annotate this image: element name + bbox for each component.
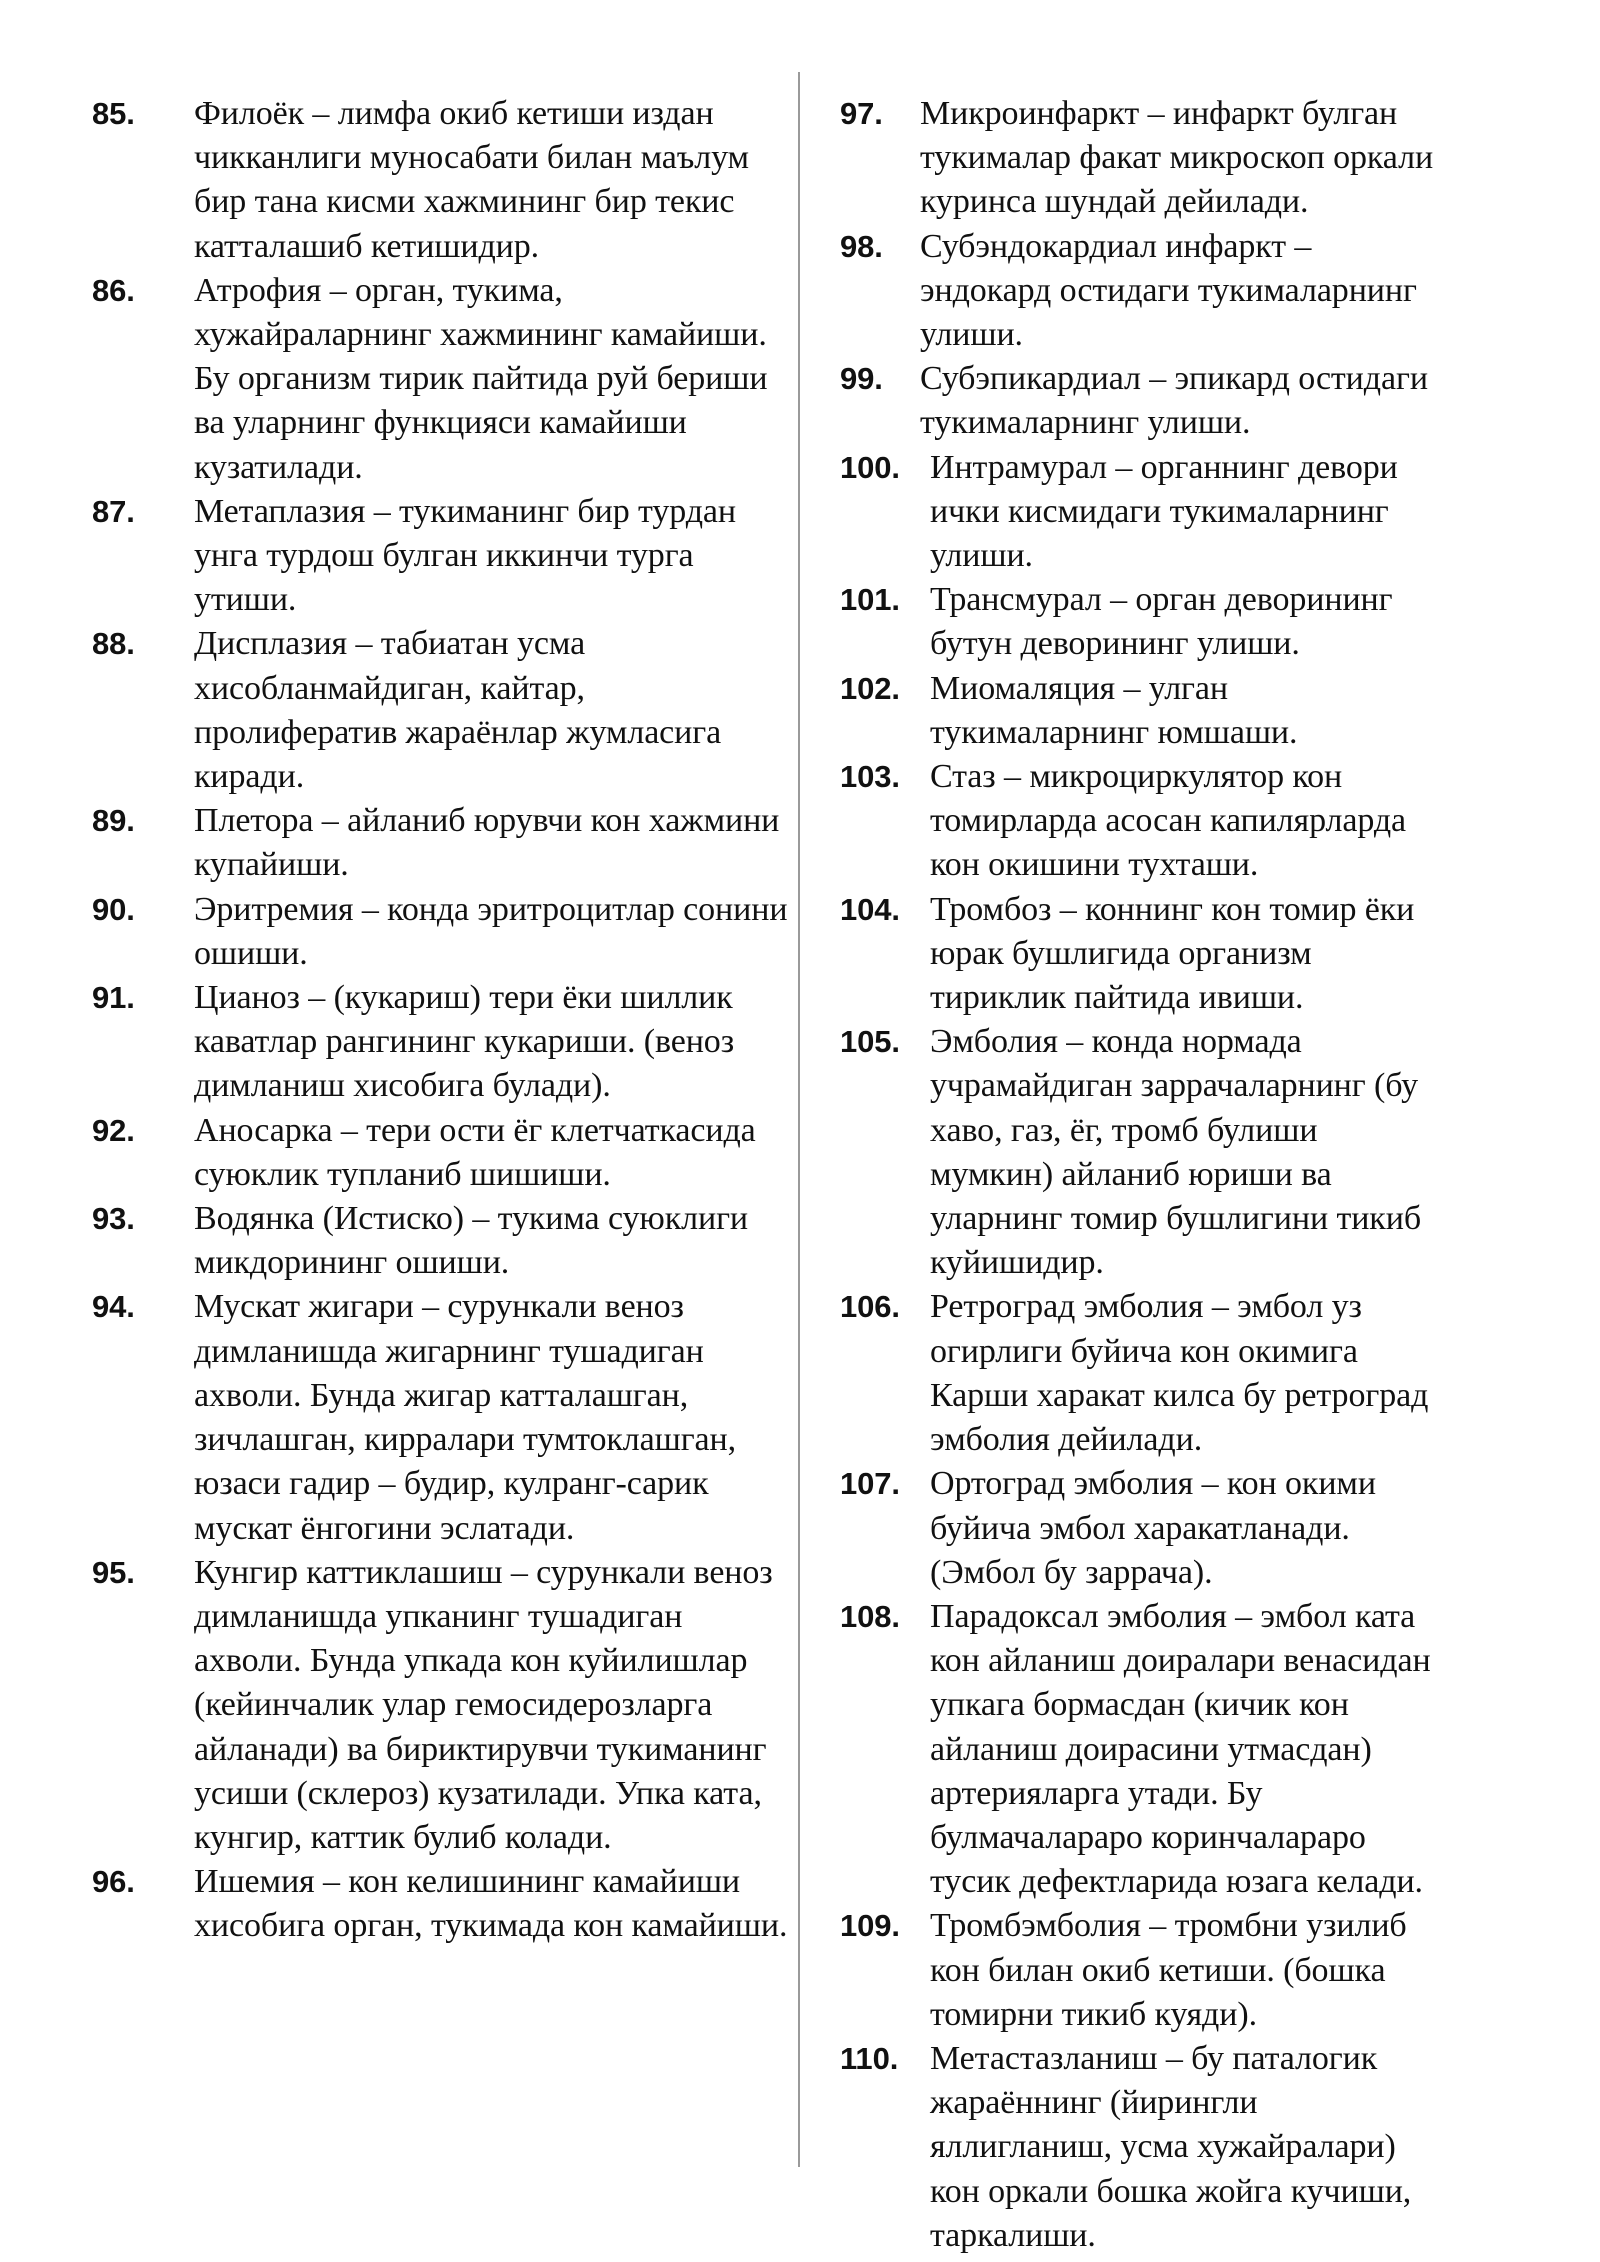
entry-text: Субэндокардиал инфаркт – эндокард остидаги тукималарнинг улиши. [920,227,1417,354]
entry-number: 108. [840,1598,900,1634]
entry-number: 100. [840,449,900,485]
left-column [92,92,798,2262]
entry-text: Дисплазия – табиатан усма хисобланмайдиган, кайтар, пролифератив жараёнлар жумласига киради. [194,625,722,796]
glossary-entry [840,667,1440,755]
glossary-entry [92,1285,788,1550]
entry-text: Трансмурал – орган деворининг бутун деворининг улиши. [930,581,1393,663]
entry-text: Субэпикардиал – эпикард остидаги тукималарнинг улиши. [920,360,1428,442]
entry-text: Эмболия – конда нормада учрамайдиган заррачаларнинг (бу хаво, газ, ёг, тромб булиши мумкин) айланиб юриши ва уларнинг томир бушлигини тикиб куйишидир. [930,1023,1422,1282]
entry-text: Интрамурал – органнинг девори ички кисмидаги тукималарнинг улиши. [930,448,1398,575]
glossary-entry [92,1109,788,1197]
glossary-entry [840,1462,1440,1595]
entry-text: Тромбоз – коннинг кон томир ёки юрак бушлигида организм тириклик пайтида ивиши. [930,890,1415,1017]
entry-text: Водянка (Истиско) – тукима суюклиги микдорининг ошиши. [194,1200,749,1282]
entry-number: 89. [92,803,135,839]
entry-text: Микроинфаркт – инфаркт булган тукималар факат микроскоп оркали куринса шундай дейилади. [920,95,1434,221]
glossary-entry [840,1904,1440,2037]
entry-number: 99. [840,361,883,397]
entry-text: Ретроград эмболия – эмбол уз огирлиги буйича кон окимига Карши харакат килса бу ретроград эмболия дейилади. [930,1288,1429,1459]
entry-number: 85. [92,96,135,131]
glossary-entry [92,1197,788,1285]
right-column [800,92,1440,2262]
glossary-entry [840,357,1440,445]
glossary-entry [92,976,788,1109]
glossary-entry [92,622,788,799]
entry-text: Плетора – айланиб юрувчи кон хажмини купайиши. [194,802,780,884]
entry-text: Филоёк – лимфа окиб кетиши издан чикканлиги муносабати билан маълум бир тана кисми хажмининг бир текис катталашиб кетишидир. [194,95,749,265]
entry-number: 109. [840,1908,900,1944]
entry-number: 91. [92,980,135,1016]
entry-number: 102. [840,670,900,706]
entry-text: Парадоксал эмболия – эмбол ката кон айланиш доиралари венасидан упкага бормасдан (кичик кон айланиш доирасини утмасдан) артерияларга утади. Бу булмачалараро коринчалараро тусик дефектларида юзага келади. [930,1597,1431,1901]
entry-number: 110. [840,2040,899,2076]
entry-number: 86. [92,272,135,308]
entry-number: 105. [840,1024,900,1060]
entry-number: 104. [840,891,900,927]
entry-number: 88. [92,626,135,662]
entry-number: 94. [92,1289,135,1325]
entry-number: 96. [92,1864,135,1900]
glossary-entry [840,888,1440,1021]
glossary-entry [840,1595,1440,1904]
entry-text: Аносарка – тери ости ёг клетчаткасида суюклик тупланиб шишиши. [194,1111,756,1193]
entry-number: 93. [92,1201,135,1237]
glossary-entry [840,1020,1440,1285]
glossary-entry [840,578,1440,666]
entry-number: 87. [92,493,135,529]
glossary-entry [92,490,788,623]
entry-text: Миомаляция – улган тукималарнинг юмшаши. [930,669,1298,751]
glossary-entry [92,1860,788,1948]
glossary-entry [92,92,788,269]
glossary-entry [840,446,1440,579]
entry-text: Ишемия – кон келишининг камайиши хисобига орган, тукимада кон камайиши. [194,1863,788,1945]
glossary-entry [840,1285,1440,1462]
entry-number: 90. [92,891,135,927]
entry-number: 98. [840,228,883,264]
glossary-entry [92,799,788,887]
entry-text: Эритремия – конда эритроцитлар сонини ошиши. [194,890,788,972]
entry-text: Кунгир каттиклашиш – сурункали веноз димланишда упканинг тушадиган ахволи. Бунда упкада кон куйилишлар (кейинчалик улар гемосидерозларга айланади) ва бириктирувчи тукиманинг усиши (склероз) кузатилади. Упка ката, кунгир, каттик булиб колади. [194,1553,773,1856]
entry-number: 101. [840,582,900,618]
entry-number: 92. [92,1112,135,1148]
entry-text: Атрофия – орган, тукима, хужайраларнинг хажмининг камайиши. Бу организм тирик пайтида руй бериши ва уларнинг функцияси камайиши кузатилади. [194,271,768,486]
entry-text: Стаз – микроциркулятор кон томирларда асосан капилярларда кон окишини тухташи. [930,758,1407,884]
glossary-entry [840,2037,1440,2258]
entry-number: 97. [840,96,883,131]
entry-number: 103. [840,759,900,795]
glossary-entry [92,269,788,490]
entry-text: Метаплазия – тукиманинг бир турдан унга турдош булган иккинчи турга утиши. [194,492,736,619]
entry-number: 106. [840,1289,900,1325]
entry-text: Цианоз – (кукариш) тери ёки шиллик каватлар рангининг кукариши. (веноз димланиш хисобига булади). [194,979,735,1105]
entry-number: 107. [840,1466,900,1502]
entry-number: 95. [92,1554,135,1590]
glossary-entry [92,1551,788,1860]
glossary-entry [840,225,1440,358]
glossary-entry [840,755,1440,888]
glossary-entry [92,888,788,976]
entry-text: Мускат жигари – сурункали веноз димланишда жигарнинг тушадиган ахволи. Бунда жигар катталашган, зичлашган, кирралари тумтоклашган, юзаси гадир – будир, кулранг-сарик мускат ёнгогини эслатади. [194,1288,737,1547]
entry-text: Тромбэмболия – тромбни узилиб кон билан окиб кетиши. (бошка томирни тикиб куяди). [930,1907,1407,2033]
entry-text: Ортоград эмболия – кон окими буйича эмбол харакатланади. (Эмбол бу заррача). [930,1465,1376,1591]
entry-text: Метастазланиш – бу паталогик жараённинг (йирингли яллигланиш, усма хужайралари) кон оркали бошка жойга кучиши, таркалиши. [930,2039,1412,2254]
glossary-entry [840,92,1440,225]
